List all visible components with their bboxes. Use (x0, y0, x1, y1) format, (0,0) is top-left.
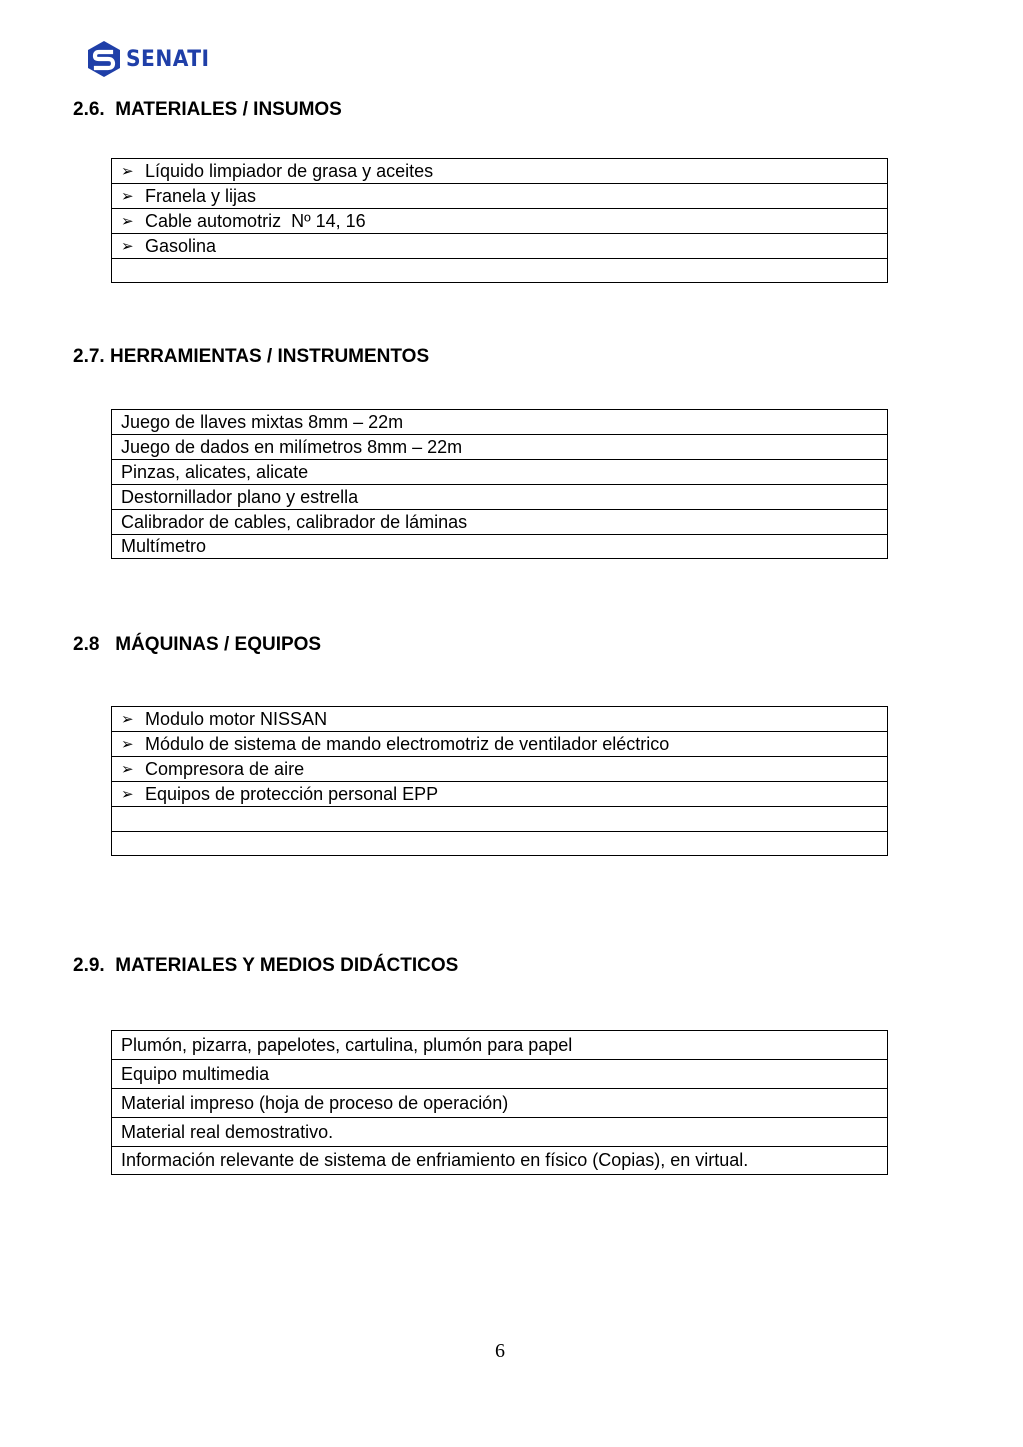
table-row (111, 484, 888, 509)
row-text: Juego de llaves mixtas 8mm – 22m (121, 411, 404, 432)
table-row (111, 434, 888, 459)
arrow-bullet-icon: ➢ (121, 785, 134, 803)
table-row (111, 233, 888, 258)
row-text: Material real demostrativo. (121, 1121, 334, 1142)
herramientas-instrumentos-table (111, 409, 888, 559)
row-text: Equipos de protección personal EPP (145, 783, 439, 804)
maquinas-equipos-table (111, 706, 888, 856)
section-heading-herramientas-instrumentos: 2.7. HERRAMIENTAS / INSTRUMENTOS (73, 346, 430, 367)
row-text: Información relevante de sistema de enfriamiento en físico (Copias), en virtual. (121, 1150, 749, 1170)
arrow-bullet-icon: ➢ (121, 237, 134, 255)
row-text: Cable automotriz Nº 14, 16 (145, 210, 366, 231)
row-text: Destornillador plano y estrella (121, 486, 359, 507)
table-row (111, 1146, 888, 1175)
senati-logo (86, 40, 217, 78)
table-row-empty (111, 831, 888, 856)
materiales-medios-didacticos-table (111, 1030, 888, 1175)
row-text: Líquido limpiador de grasa y aceites (145, 160, 434, 181)
materiales-insumos-table (111, 158, 888, 283)
table-row (111, 409, 888, 434)
table-row (111, 706, 888, 731)
table-row (111, 756, 888, 781)
table-row (111, 183, 888, 208)
table-row (111, 781, 888, 806)
row-text: Plumón, pizarra, papelotes, cartulina, plumón para papel (121, 1034, 573, 1055)
arrow-bullet-icon: ➢ (121, 187, 134, 205)
row-text: Modulo motor NISSAN (145, 708, 328, 729)
arrow-bullet-icon: ➢ (121, 162, 134, 180)
arrow-bullet-icon: ➢ (121, 212, 134, 230)
table-row (111, 534, 888, 559)
row-text: Material impreso (hoja de proceso de operación) (121, 1092, 509, 1113)
row-text: Módulo de sistema de mando electromotriz de ventilador eléctrico (145, 733, 670, 754)
page-number: 6 (495, 1340, 505, 1362)
row-text: Juego de dados en milímetros 8mm – 22m (121, 436, 463, 457)
section-heading-materiales-insumos: 2.6. MATERIALES / INSUMOS (73, 99, 342, 120)
row-text: Franela y lijas (145, 185, 257, 206)
row-text: Gasolina (145, 235, 217, 256)
table-row (111, 1088, 888, 1117)
row-text: Compresora de aire (145, 758, 305, 779)
table-row (111, 509, 888, 534)
logo-text: SENATI (126, 46, 210, 72)
table-row (111, 1030, 888, 1059)
senati-emblem-icon (86, 40, 122, 78)
table-row (111, 731, 888, 756)
section-heading-maquinas-equipos: 2.8 MÁQUINAS / EQUIPOS (73, 634, 322, 655)
row-text: Calibrador de cables, calibrador de láminas (121, 511, 468, 532)
arrow-bullet-icon: ➢ (121, 710, 134, 728)
row-text: Multímetro (121, 536, 207, 556)
table-row (111, 208, 888, 233)
table-row-empty (111, 258, 888, 283)
row-text: Pinzas, alicates, alicate (121, 461, 309, 482)
arrow-bullet-icon: ➢ (121, 735, 134, 753)
table-row (111, 1117, 888, 1146)
row-text: Equipo multimedia (121, 1063, 270, 1084)
table-row (111, 1059, 888, 1088)
section-heading-materiales-medios-didacticos: 2.9. MATERIALES Y MEDIOS DIDÁCTICOS (73, 955, 459, 976)
table-row (111, 459, 888, 484)
table-row (111, 158, 888, 183)
table-row-empty (111, 806, 888, 831)
arrow-bullet-icon: ➢ (121, 760, 134, 778)
